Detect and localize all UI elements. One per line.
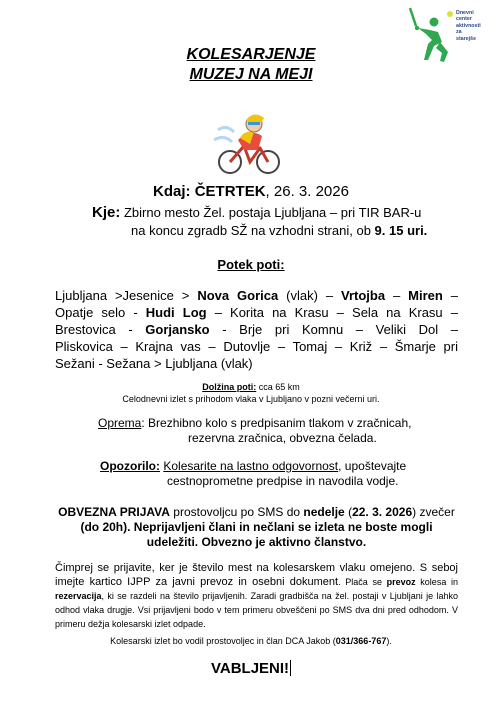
text-cursor [290, 660, 291, 676]
kje-time: 9. 15 uri. [374, 223, 428, 238]
kje-label: Kje: [92, 204, 121, 221]
vodil-line: Kolesarski izlet bo vodil prostovoljec in član DCA Jakob (031/366-767). [110, 636, 392, 646]
route-description [55, 287, 458, 372]
prijava-line2: (do 20h). Neprijavljeni člani in nečlani se izleta ne boste mogli [80, 520, 433, 534]
oprema-label: Oprema [98, 416, 142, 430]
opozorilo-label: Opozorilo: [100, 459, 160, 473]
kdaj-day: ČETRTEK [194, 183, 266, 200]
kdaj-label: Kdaj: [153, 183, 191, 200]
kje-text-line1: Zbirno mesto Žel. postaja Ljubljana – pri TIR BAR-u [120, 205, 422, 220]
dolzina-value: cca 65 km [256, 382, 300, 392]
route-line2: Opatje selo - Hudi Log – Korita na Krasu – Sela na Krasu – [55, 305, 458, 320]
kje-line2 [131, 223, 427, 238]
contact-phone: 031/366-767 [335, 636, 387, 646]
prijava-line1: OBVEZNA PRIJAVA prostovoljcu po SMS do nedelje (22. 3. 2026) zvečer [58, 505, 455, 519]
potek-heading: Potek poti: [217, 257, 285, 272]
celodnevni-note: Celodnevni izlet s prihodom vlaka v Ljubljano v pozni večerni uri. [122, 394, 380, 404]
opozorilo-line1: Opozorilo: Kolesarite na lastno odgovornost, upoštevajte [100, 459, 407, 473]
vabljeni-footer: VABLJENI! [210, 660, 290, 677]
kdaj-date: , 26. 3. 2026 [265, 183, 349, 200]
oprema-line2: rezervna zračnica, obvezna čelada. [188, 431, 377, 445]
page-title-line2: MUZEJ NA MEJI [189, 66, 313, 83]
kdaj-line [0, 183, 502, 200]
route-line1: Ljubljana >Jesenice > Nova Gorica (vlak) – Vrtojba – Miren – [55, 288, 458, 303]
kje-line1 [92, 204, 421, 221]
page-title-line1: KOLESARJENJE [186, 46, 316, 63]
oprema-line1: Oprema: Brezhibno kolo s predpisanim tlakom v zračnicah, [98, 416, 412, 430]
prijava-block [55, 505, 458, 550]
opozorilo-emphasis: Kolesarite na lastno odgovornost [163, 459, 339, 473]
dolzina-label: Dolžina poti: [202, 382, 257, 392]
prijava-line3: udeležiti. Obvezno je aktivno članstvo. [146, 535, 367, 549]
opozorilo-line2: cestnoprometne predpise in navodila vodje. [167, 474, 399, 488]
route-line5: Sežani - Sežana > Ljubljana (vlak) [55, 356, 253, 371]
cyclist-illustration [210, 110, 290, 180]
route-line3: Brestovica - Gorjansko - Brje pri Komnu – Veliki Dol – [55, 322, 458, 337]
dolzina-line [0, 382, 502, 392]
route-line4: Pliskovica – Krajna vas – Dutovlje – Tomaj – Križ – Šmarje pri [55, 339, 458, 354]
logo-text: Dnevni center aktivnosti za starejše [456, 10, 481, 42]
kje-text-line2: na koncu zgradb SŽ na vzhodni strani, ob [131, 223, 375, 238]
cimprej-paragraph: Čimprej se prijavite, ker je število mest na kolesarskem vlaku omejeno. S seboj imejte kartico IJPP za javni prevoz in osebni dokument. Plača se prevoz kolesa in rezervacija, ki se razdeli na število prijavljenih. Zaradi gradbišča na žel. postaji v Ljubljani je lahko odhod vlaka drugje. Vsi prijavljeni bodo v tem primeru obveščeni po SMS dva dni pred odhodom. V primeru dežja kolesarski izlet odpade. [55, 562, 458, 629]
